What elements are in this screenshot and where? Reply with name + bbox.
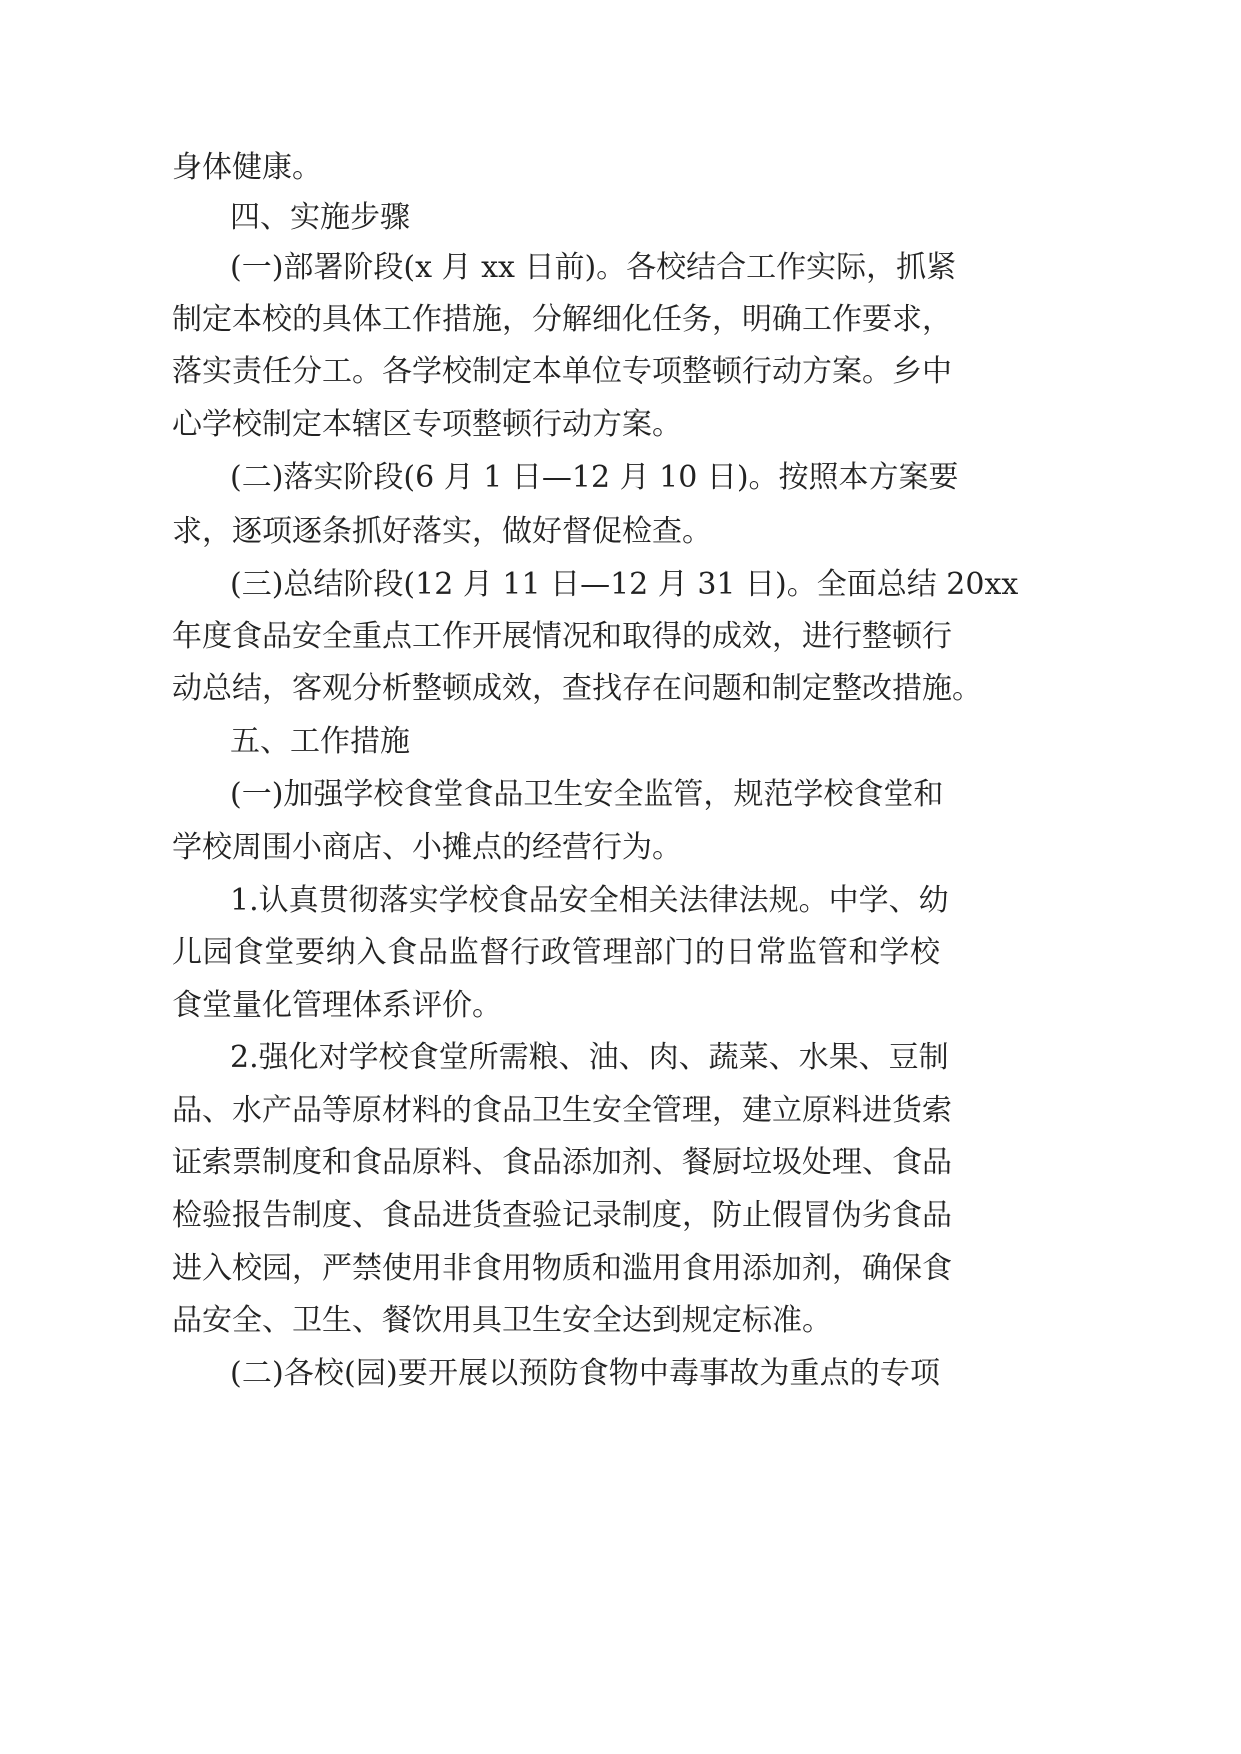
body-text-line: 落实责任分工。各学校制定本单位专项整顿行动方案。乡中: [172, 354, 952, 389]
body-text-line: 品、水产品等原材料的食品卫生安全管理，建立原料进货索: [172, 1093, 952, 1128]
body-text-line: 儿园食堂要纳入食品监督行政管理部门的日常监管和学校: [172, 935, 940, 970]
body-text-line: 品安全、卫生、餐饮用具卫生安全达到规定标准。: [172, 1303, 832, 1338]
body-text-line: (一)加强学校食堂食品卫生安全监管，规范学校食堂和: [230, 777, 944, 812]
body-text-line: 求，逐项逐条抓好落实，做好督促检查。: [172, 514, 712, 549]
section-heading: 五、工作措施: [230, 724, 410, 759]
body-text-line: 身体健康。: [172, 150, 322, 185]
body-text-line: 制定本校的具体工作措施，分解细化任务，明确工作要求，: [172, 302, 952, 337]
body-text-line: 年度食品安全重点工作开展情况和取得的成效，进行整顿行: [172, 619, 952, 654]
body-text-line: 学校周围小商店、小摊点的经营行为。: [172, 830, 682, 865]
body-text-line: (一)部署阶段(x 月 xx 日前)。各校结合工作实际，抓紧: [230, 250, 957, 285]
body-text-line: (二)落实阶段(6 月 1 日—12 月 10 日)。按照本方案要: [230, 460, 959, 495]
body-text-line: 食堂量化管理体系评价。: [172, 988, 502, 1023]
section-heading: 四、实施步骤: [230, 200, 410, 235]
body-text-line: 动总结，客观分析整顿成效，查找存在问题和制定整改措施。: [172, 671, 982, 706]
body-text-line: 心学校制定本辖区专项整顿行动方案。: [172, 407, 682, 442]
body-text-line: (三)总结阶段(12 月 11 日—12 月 31 日)。全面总结 20xx: [230, 567, 1019, 602]
body-text-line: 1.认真贯彻落实学校食品安全相关法律法规。中学、幼: [230, 883, 949, 918]
body-text-line: 2.强化对学校食堂所需粮、油、肉、蔬菜、水果、豆制: [230, 1040, 949, 1075]
body-text-line: 证索票制度和食品原料、食品添加剂、餐厨垃圾处理、食品: [172, 1145, 952, 1180]
body-text-line: 检验报告制度、食品进货查验记录制度，防止假冒伪劣食品: [172, 1198, 952, 1233]
body-text-line: 进入校园，严禁使用非食用物质和滥用食用添加剂，确保食: [172, 1251, 952, 1286]
body-text-line: (二)各校(园)要开展以预防食物中毒事故为重点的专项: [230, 1356, 940, 1391]
